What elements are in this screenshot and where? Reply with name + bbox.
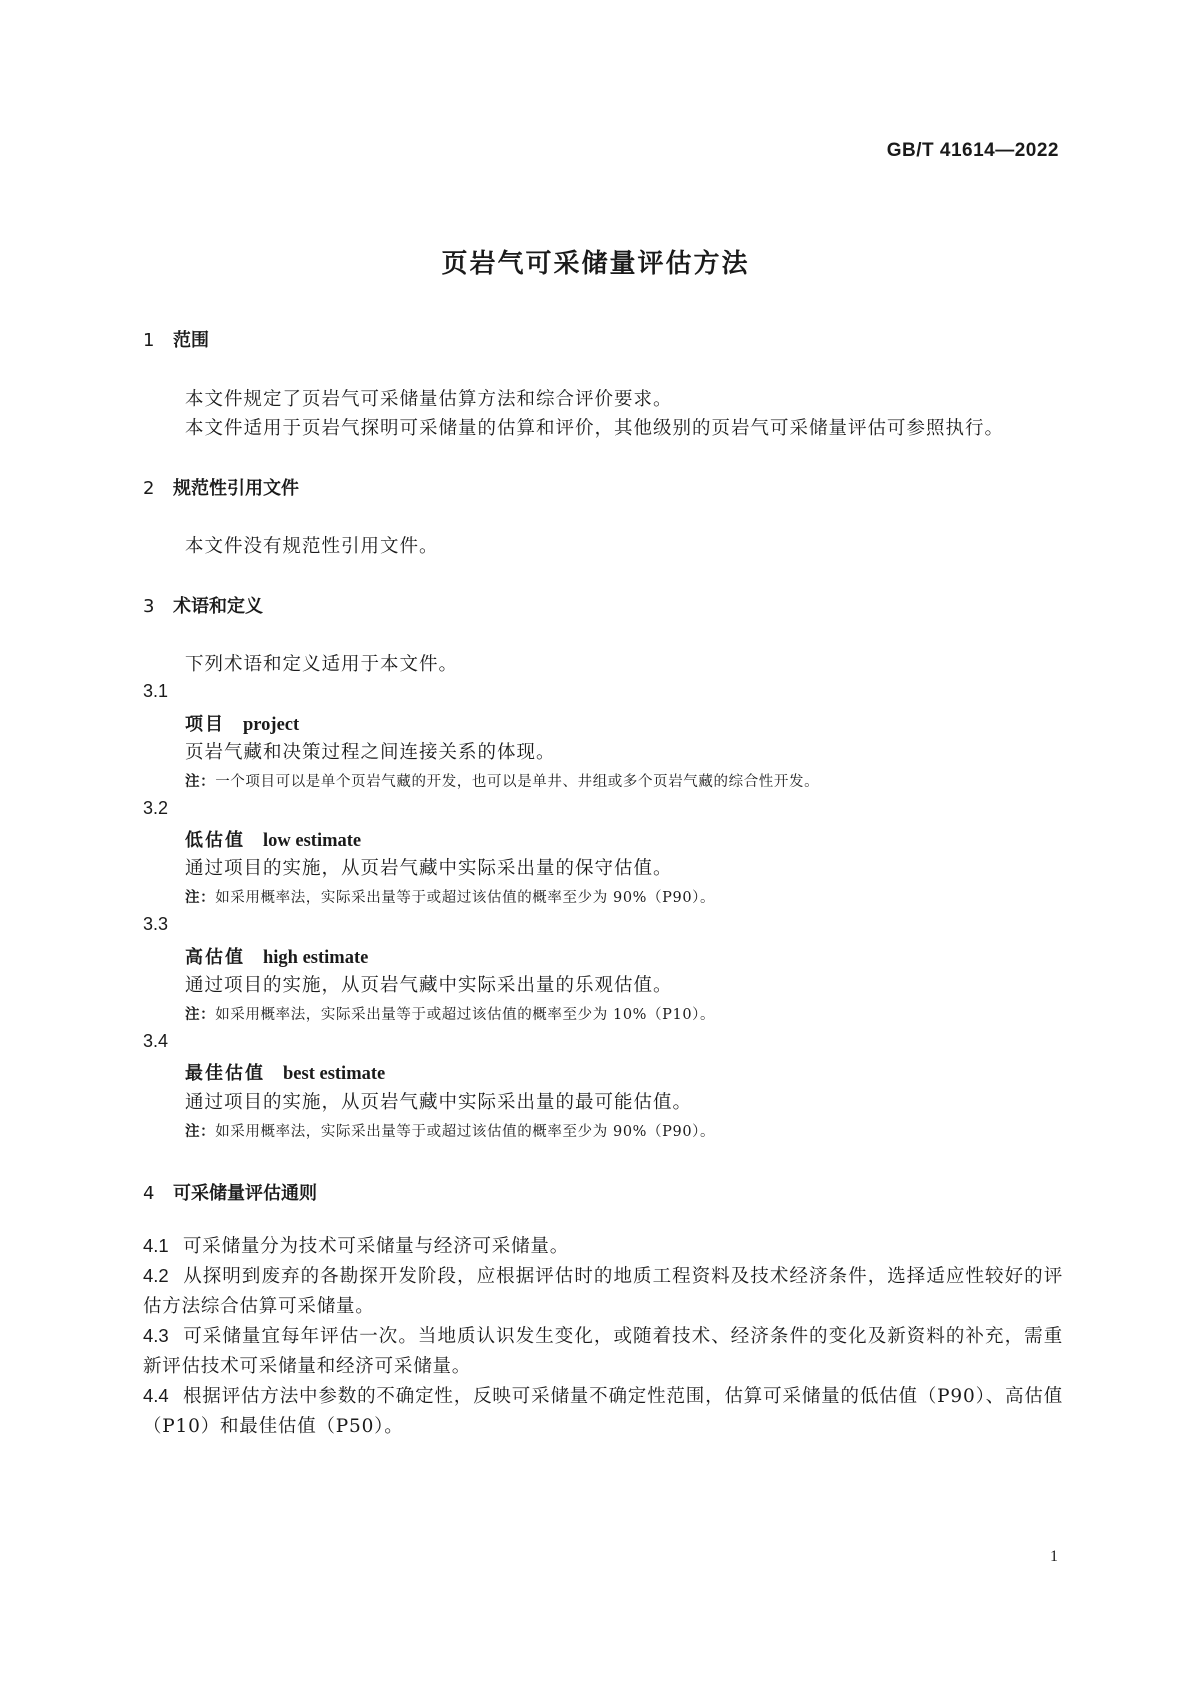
- note-text: 如采用概率法，实际采出量等于或超过该估值的概率至少为 90%（P90）。: [215, 1124, 716, 1140]
- term-definition: 页岩气藏和决策过程之间连接关系的体现。: [185, 742, 556, 763]
- term-note: [185, 1120, 715, 1141]
- clause-4-1: [143, 1231, 1063, 1262]
- clause-4-3: [143, 1321, 1063, 1382]
- clause-number: 4.1: [143, 1235, 169, 1256]
- term-definition: 通过项目的实施，从页岩气藏中实际采出量的乐观估值。: [185, 975, 673, 996]
- clause-number: 4.3: [143, 1325, 169, 1346]
- clause-number: 4.4: [143, 1385, 169, 1406]
- term-name: [185, 710, 299, 736]
- term-definition: 通过项目的实施，从页岩气藏中实际采出量的最可能估值。: [185, 1092, 693, 1113]
- term-note: [185, 1003, 715, 1024]
- section-title: 可采储量评估通则: [173, 1183, 317, 1204]
- section-number: 1: [143, 330, 155, 351]
- clause-number: 4.2: [143, 1265, 169, 1286]
- term-note: [185, 770, 819, 791]
- section-2-heading: [143, 474, 299, 500]
- clause-4-2: [143, 1261, 1063, 1322]
- paragraph: 本文件适用于页岩气探明可采储量的估算和评价，其他级别的页岩气可采储量评估可参照执行。: [185, 418, 1005, 439]
- section-3-heading: [143, 592, 263, 618]
- term-note: [185, 886, 715, 907]
- term-name: [185, 826, 361, 852]
- term-number: 3.2: [143, 798, 169, 818]
- term-zh: 最佳估值: [185, 1063, 265, 1084]
- section-1-heading: [143, 326, 209, 352]
- section-title: 规范性引用文件: [173, 478, 299, 499]
- term-zh: 项目: [185, 714, 225, 735]
- page-number: 1: [1050, 1548, 1058, 1565]
- clause-4-4: [143, 1381, 1063, 1442]
- term-zh: 低估值: [185, 830, 245, 851]
- term-en: best estimate: [283, 1064, 386, 1084]
- note-label: 注：: [185, 774, 216, 790]
- paragraph: 本文件规定了页岩气可采储量估算方法和综合评价要求。: [185, 389, 673, 410]
- paragraph: 下列术语和定义适用于本文件。: [185, 654, 459, 675]
- standard-code: GB/T 41614—2022: [886, 140, 1059, 161]
- term-name: [185, 1059, 385, 1085]
- note-label: 注：: [185, 1124, 216, 1140]
- term-number: 3.4: [143, 1031, 169, 1051]
- note-text: 如采用概率法，实际采出量等于或超过该估值的概率至少为 10%（P10）。: [215, 1007, 716, 1023]
- section-4-heading: [143, 1179, 317, 1205]
- note-text: 一个项目可以是单个页岩气藏的开发，也可以是单井、井组或多个页岩气藏的综合性开发。: [215, 774, 820, 790]
- document-title: 页岩气可采储量评估方法: [441, 249, 750, 279]
- term-number: 3.3: [143, 914, 169, 934]
- term-en: high estimate: [263, 948, 369, 968]
- term-en: low estimate: [263, 831, 362, 851]
- paragraph: 本文件没有规范性引用文件。: [185, 536, 439, 557]
- section-number: 3: [143, 596, 155, 617]
- clause-text: 可采储量分为技术可采储量与经济可采储量。: [183, 1236, 570, 1257]
- note-text: 如采用概率法，实际采出量等于或超过该估值的概率至少为 90%（P90）。: [215, 890, 716, 906]
- section-number: 2: [143, 478, 155, 499]
- section-number: 4: [143, 1183, 155, 1204]
- term-zh: 高估值: [185, 947, 245, 968]
- note-label: 注：: [185, 890, 216, 906]
- clause-text: 可采储量宜每年评估一次。当地质认识发生变化，或随着技术、经济条件的变化及新资料的补充，需重新评估技术可采储量和经济可采储量。: [143, 1326, 1063, 1377]
- term-en: project: [243, 715, 300, 735]
- section-title: 术语和定义: [173, 596, 263, 617]
- note-label: 注：: [185, 1007, 216, 1023]
- section-title: 范围: [173, 330, 209, 351]
- clause-text: 根据评估方法中参数的不确定性，反映可采储量不确定性范围，估算可采储量的低估值（P90）、高估值（P10）和最佳估值（P50）。: [143, 1386, 1063, 1437]
- term-definition: 通过项目的实施，从页岩气藏中实际采出量的保守估值。: [185, 858, 673, 879]
- term-number: 3.1: [143, 681, 169, 701]
- clause-text: 从探明到废弃的各勘探开发阶段，应根据评估时的地质工程资料及技术经济条件，选择适应性较好的评估方法综合估算可采储量。: [143, 1266, 1063, 1317]
- term-name: [185, 943, 368, 969]
